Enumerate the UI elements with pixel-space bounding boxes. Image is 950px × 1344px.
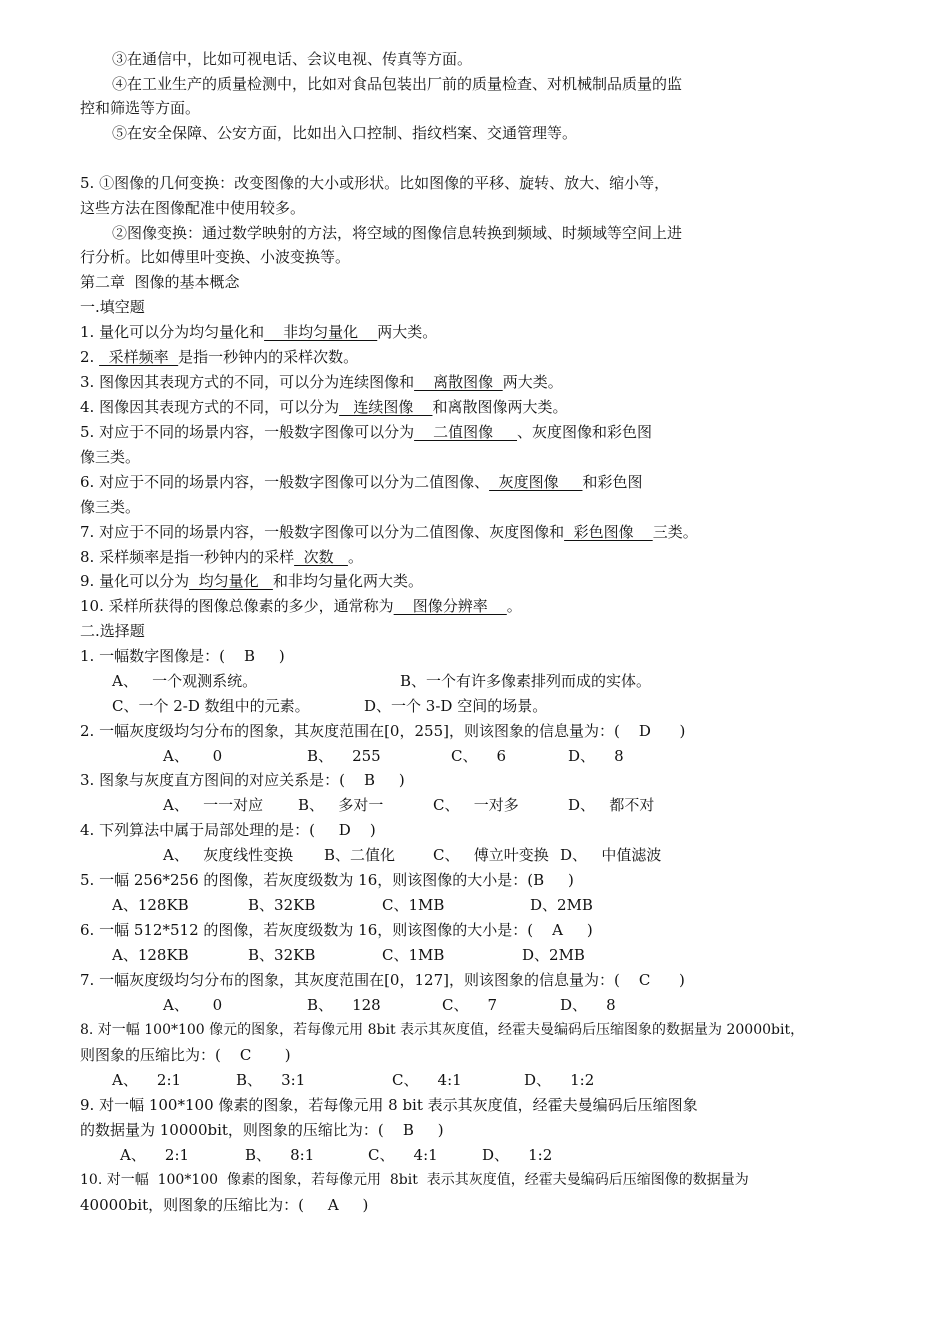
fill-item-continued: [80, 447, 140, 467]
fill-question-end: 和离散图像两大类。: [432, 398, 568, 416]
choice-option: C、1MB: [382, 896, 445, 914]
choice-heading: 二.选择题: [80, 622, 145, 640]
fill-question: 像三类。: [80, 498, 141, 516]
fill-answer: 彩色图像: [564, 523, 653, 541]
choice-option: B、 128: [307, 996, 381, 1014]
fill-question: 3. 图像因其表现方式的不同，可以分为连续图像和: [80, 373, 415, 391]
choice-option: D、一个 3-D 空间的场景。: [364, 697, 548, 715]
fill-question: 7. 对应于不同的场景内容，一般数字图像可以分为二值图像、灰度图像和: [80, 523, 565, 541]
fill-answer: 灰度图像: [489, 473, 583, 491]
choice-option: C、 傅立叶变换: [433, 846, 549, 864]
fill-item: [80, 372, 563, 392]
choice-option: A、 一一对应: [163, 796, 264, 814]
choice-option: D、 都不对: [568, 796, 655, 814]
choice-option: D、 8: [560, 996, 616, 1014]
fill-question-end: 和彩色图: [582, 473, 643, 491]
intro-item-5: ⑤在安全保障、公安方面，比如出入口控制、指纹档案、交通管理等。: [112, 124, 578, 142]
choice-option: C、1MB: [382, 946, 445, 964]
fill-question-end: 。: [506, 597, 522, 615]
choice-question: 8. 对一幅 100*100 像元的图象，若每像元用 8bit 表示其灰度值，经霍夫曼编码后压缩图象的数据量为 20000bit，: [80, 1022, 805, 1038]
choice-option: C、 一对多: [433, 796, 519, 814]
choice-option: C、一个 2-D 数组中的元素。: [112, 697, 310, 715]
choice-option: A、 0: [163, 996, 223, 1014]
fill-item: [80, 547, 363, 567]
fill-question-end: 和非均匀量化两大类。: [272, 572, 423, 590]
choice-option: B、 255: [307, 747, 381, 765]
choice-option: D、 中值滤波: [560, 846, 662, 864]
fill-item: [80, 422, 652, 442]
fill-answer: 均匀量化: [189, 572, 273, 590]
fill-answer: 二值图像: [414, 423, 518, 441]
choice-option: B、 多对一: [298, 796, 384, 814]
fill-answer: 连续图像: [339, 398, 433, 416]
choice-question-continued: 则图象的压缩比为：( C ): [80, 1046, 291, 1064]
fill-answer: 采样频率: [99, 348, 179, 366]
intro-item-4-line1: ④在工业生产的质量检测中，比如对食品包装出厂前的质量检查、对机械制品质量的监: [112, 75, 683, 93]
fill-question: 8. 采样频率是指一秒钟内的采样: [80, 548, 295, 566]
fill-question: 9. 量化可以分为: [80, 572, 190, 590]
choice-option: D、 8: [568, 747, 624, 765]
choice-option: C、 6: [451, 747, 507, 765]
fill-question-end: 两大类。: [502, 373, 563, 391]
fill-question-end: 。: [347, 548, 363, 566]
q5-line3: ②图像变换：通过数学映射的方法，将空域的图像信息转换到频域、时频域等空间上进: [112, 224, 683, 242]
fill-question-end: 三类。: [652, 523, 698, 541]
choice-question-continued: 的数据量为 10000bit，则图象的压缩比为：( B ): [80, 1121, 444, 1139]
choice-question-continued: 40000bit，则图象的压缩比为：( A ): [80, 1196, 369, 1214]
choice-option: B、二值化: [324, 846, 396, 864]
choice-option: A、 灰度线性变换: [163, 846, 294, 864]
fill-item: [80, 571, 423, 591]
choice-option: A、128KB: [112, 946, 189, 964]
fill-item: [80, 472, 643, 492]
choice-option: B、 8:1: [245, 1146, 315, 1164]
choice-question: 4. 下列算法中属于局部处理的是：( D ): [80, 821, 376, 839]
choice-option: B、32KB: [248, 896, 316, 914]
choice-option: D、2MB: [522, 946, 585, 964]
choice-question: 6. 一幅 512*512 的图像，若灰度级数为 16，则该图像的大小是：( A ): [80, 921, 593, 939]
q5-line1: 5. ①图像的几何变换：改变图像的大小或形状。比如图像的平移、旋转、放大、缩小等，: [80, 174, 670, 192]
fill-question: 4. 图像因其表现方式的不同，可以分为: [80, 398, 340, 416]
chapter-title: 第二章 图像的基本概念: [80, 273, 240, 291]
intro-item-4-line2: 控和筛选等方面。: [80, 99, 201, 117]
choice-option: C、 4:1: [392, 1071, 462, 1089]
fill-item-continued: [80, 497, 140, 517]
fill-question: 5. 对应于不同的场景内容，一般数字图像可以分为: [80, 423, 415, 441]
fill-answer: 非均匀量化: [264, 323, 378, 341]
choice-question: 9. 对一幅 100*100 像素的图象，若每像元用 8 bit 表示其灰度值，经霍夫曼编码后压缩图象: [80, 1096, 698, 1114]
fill-question-end: 两大类。: [377, 323, 438, 341]
fill-question-end: 、灰度图像和彩色图: [517, 423, 653, 441]
choice-option: B、一个有许多像素排列而成的实体。: [400, 672, 652, 690]
choice-option: D、2MB: [530, 896, 593, 914]
choice-option: A、 一个观测系统。: [112, 672, 258, 690]
choice-question: 7. 一幅灰度级均匀分布的图象，其灰度范围在[0，127]，则该图象的信息量为：( C ): [80, 971, 685, 989]
fill-heading: 一.填空题: [80, 298, 145, 316]
choice-option: A、 0: [163, 747, 223, 765]
choice-question: 2. 一幅灰度级均匀分布的图象，其灰度范围在[0，255]，则该图象的信息量为：( D ): [80, 722, 686, 740]
choice-question: 5. 一幅 256*256 的图像，若灰度级数为 16，则该图像的大小是：(B ): [80, 871, 574, 889]
choice-option: A、 2:1: [120, 1146, 190, 1164]
choice-option: B、32KB: [248, 946, 316, 964]
choice-question: 1. 一幅数字图像是：( B ): [80, 647, 285, 665]
choice-question: 3. 图象与灰度直方图间的对应关系是：( B ): [80, 771, 405, 789]
fill-answer: 图像分辨率: [393, 597, 507, 615]
choice-option: A、128KB: [112, 896, 189, 914]
fill-item: [80, 522, 698, 542]
fill-item: [80, 596, 522, 616]
q5-line2: 这些方法在图像配准中使用较多。: [80, 199, 306, 217]
fill-item: [80, 322, 437, 342]
fill-question: 像三类。: [80, 448, 141, 466]
fill-answer: 离散图像: [414, 373, 503, 391]
choice-question: 10. 对一幅 100*100 像素的图象，若每像元用 8bit 表示其灰度值，经霍夫曼编码后压缩图像的数据量为: [80, 1172, 749, 1188]
choice-option: D、 1:2: [524, 1071, 595, 1089]
fill-question: 10. 采样所获得的图像总像素的多少，通常称为: [80, 597, 394, 615]
choice-option: C、 4:1: [368, 1146, 438, 1164]
choice-option: B、 3:1: [236, 1071, 306, 1089]
q5-line4: 行分析。比如傅里叶变换、小波变换等。: [80, 248, 351, 266]
fill-question: 2.: [80, 348, 100, 366]
fill-item: [80, 347, 358, 367]
fill-question: 6. 对应于不同的场景内容，一般数字图像可以分为二值图像、: [80, 473, 490, 491]
choice-option: A、 2:1: [112, 1071, 182, 1089]
choice-option: D、 1:2: [482, 1146, 553, 1164]
intro-item-3: ③在通信中，比如可视电话、会议电视、传真等方面。: [112, 50, 473, 68]
choice-option: C、 7: [442, 996, 498, 1014]
fill-question-end: 是指一秒钟内的采样次数。: [178, 348, 359, 366]
fill-question: 1. 量化可以分为均匀量化和: [80, 323, 265, 341]
fill-answer: 次数: [294, 548, 348, 566]
fill-item: [80, 397, 568, 417]
